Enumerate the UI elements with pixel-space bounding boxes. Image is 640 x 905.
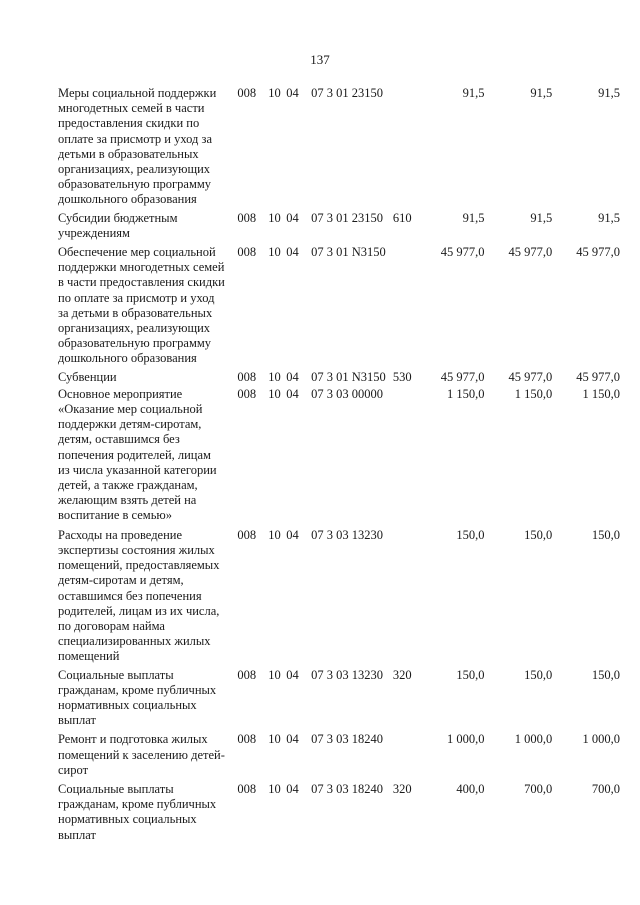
- item-name: Социальные выплаты гражданам, кроме публичных нормативных социальных выплат: [58, 667, 217, 728]
- department-code: 008: [237, 210, 257, 225]
- section-code: 10: [268, 369, 281, 384]
- section-code: 10: [268, 210, 281, 225]
- department-code: 008: [237, 781, 257, 796]
- target-item-code: 07 3 01 N3150: [311, 369, 386, 384]
- department-code: 008: [237, 667, 257, 682]
- amount-year-3: 700,0: [591, 781, 620, 796]
- page-number: 137: [310, 52, 330, 67]
- section-code: 10: [268, 86, 281, 100]
- department-code: 008: [237, 386, 257, 401]
- amount-year-1: 91,5: [462, 210, 485, 225]
- amount-year-2: 1 150,0: [514, 386, 553, 401]
- subsection-code: 04: [286, 245, 299, 260]
- expense-type-code: 610: [392, 210, 412, 225]
- item-name: Субсидии бюджетным учреждениям: [58, 210, 178, 240]
- target-item-code: 07 3 03 18240: [311, 732, 383, 747]
- target-item-code: 07 3 03 00000: [311, 386, 383, 401]
- amount-year-1: 400,0: [456, 781, 485, 796]
- amount-year-3: 45 977,0: [576, 245, 620, 260]
- expense-type-code: 530: [392, 369, 412, 384]
- table-row: [58, 86, 620, 208]
- item-name: Основное мероприятие «Оказание мер социальной поддержки детям-сиротам, детям, оставшимся без попечения родителей, лицам из числа указанной категории детей, а также гражданам, желающим взять детей на воспитание в семью»: [58, 386, 217, 523]
- target-item-code: 07 3 03 13230: [311, 527, 383, 542]
- table-row: [58, 370, 620, 385]
- table-row: [58, 782, 620, 843]
- amount-year-3: 45 977,0: [576, 369, 620, 384]
- table-row: [58, 668, 620, 729]
- subsection-code: 04: [286, 527, 299, 542]
- amount-year-1: 150,0: [456, 667, 485, 682]
- target-item-code: 07 3 01 23150: [311, 210, 383, 225]
- subsection-code: 04: [286, 732, 299, 747]
- amount-year-2: 700,0: [524, 781, 553, 796]
- budget-table: [58, 86, 620, 843]
- table-row: [58, 732, 620, 778]
- amount-year-3: 1 150,0: [582, 386, 620, 401]
- amount-year-1: 45 977,0: [440, 369, 485, 384]
- amount-year-3: 150,0: [591, 527, 620, 542]
- table-row: [58, 211, 620, 241]
- amount-year-3: 91,5: [598, 86, 620, 100]
- subsection-code: 04: [286, 369, 299, 384]
- subsection-code: 04: [286, 210, 299, 225]
- expense-type-code: 320: [392, 781, 412, 796]
- section-code: 10: [268, 245, 281, 260]
- subsection-code: 04: [286, 86, 299, 100]
- department-code: 008: [237, 86, 257, 100]
- target-item-code: 07 3 01 23150: [311, 86, 383, 100]
- item-name: Расходы на проведение экспертизы состояния жилых помещений, предоставляемых детям-сиротам и детям, оставшимся без попечения родителей, лицам из их числа, по договорам найма специализированных жилых помещений: [58, 527, 220, 664]
- department-code: 008: [237, 245, 257, 260]
- amount-year-1: 1 000,0: [446, 732, 485, 747]
- table-row: [58, 528, 620, 665]
- amount-year-2: 1 000,0: [514, 732, 553, 747]
- amount-year-1: 45 977,0: [440, 245, 485, 260]
- amount-year-2: 150,0: [524, 667, 553, 682]
- amount-year-3: 91,5: [598, 210, 620, 225]
- amount-year-1: 150,0: [456, 527, 485, 542]
- section-code: 10: [268, 732, 281, 747]
- amount-year-2: 45 977,0: [508, 369, 553, 384]
- subsection-code: 04: [286, 667, 299, 682]
- section-code: 10: [268, 781, 281, 796]
- item-name: Субвенции: [58, 369, 117, 384]
- subsection-code: 04: [286, 781, 299, 796]
- amount-year-1: 91,5: [462, 86, 485, 100]
- section-code: 10: [268, 527, 281, 542]
- amount-year-2: 91,5: [530, 210, 553, 225]
- table-row: [58, 387, 620, 524]
- target-item-code: 07 3 03 13230: [311, 667, 383, 682]
- department-code: 008: [237, 369, 257, 384]
- table-row: [58, 245, 620, 367]
- amount-year-2: 91,5: [530, 86, 553, 100]
- section-code: 10: [268, 386, 281, 401]
- item-name: Социальные выплаты гражданам, кроме публичных нормативных социальных выплат: [58, 781, 217, 842]
- department-code: 008: [237, 732, 257, 747]
- expense-type-code: 320: [392, 667, 412, 682]
- amount-year-1: 1 150,0: [446, 386, 485, 401]
- subsection-code: 04: [286, 386, 299, 401]
- item-name: Обеспечение мер социальной поддержки многодетных семей в части предоставления скидки по оплате за присмотр и уход за детьми в образовательных организациях, реализующих образовательную программу дошкольного образования: [58, 245, 225, 366]
- item-name: Меры социальной поддержки многодетных семей в части предоставления скидки по оплате за присмотр и уход за детьми в образовательных организациях, реализующих образовательную программу дошкольного образования: [58, 86, 217, 207]
- amount-year-2: 150,0: [524, 527, 553, 542]
- department-code: 008: [237, 527, 257, 542]
- target-item-code: 07 3 03 18240: [311, 781, 383, 796]
- amount-year-2: 45 977,0: [508, 245, 553, 260]
- amount-year-3: 1 000,0: [582, 732, 620, 747]
- item-name: Ремонт и подготовка жилых помещений к заселению детей- сирот: [58, 732, 225, 777]
- section-code: 10: [268, 667, 281, 682]
- amount-year-3: 150,0: [591, 667, 620, 682]
- target-item-code: 07 3 01 N3150: [311, 245, 386, 260]
